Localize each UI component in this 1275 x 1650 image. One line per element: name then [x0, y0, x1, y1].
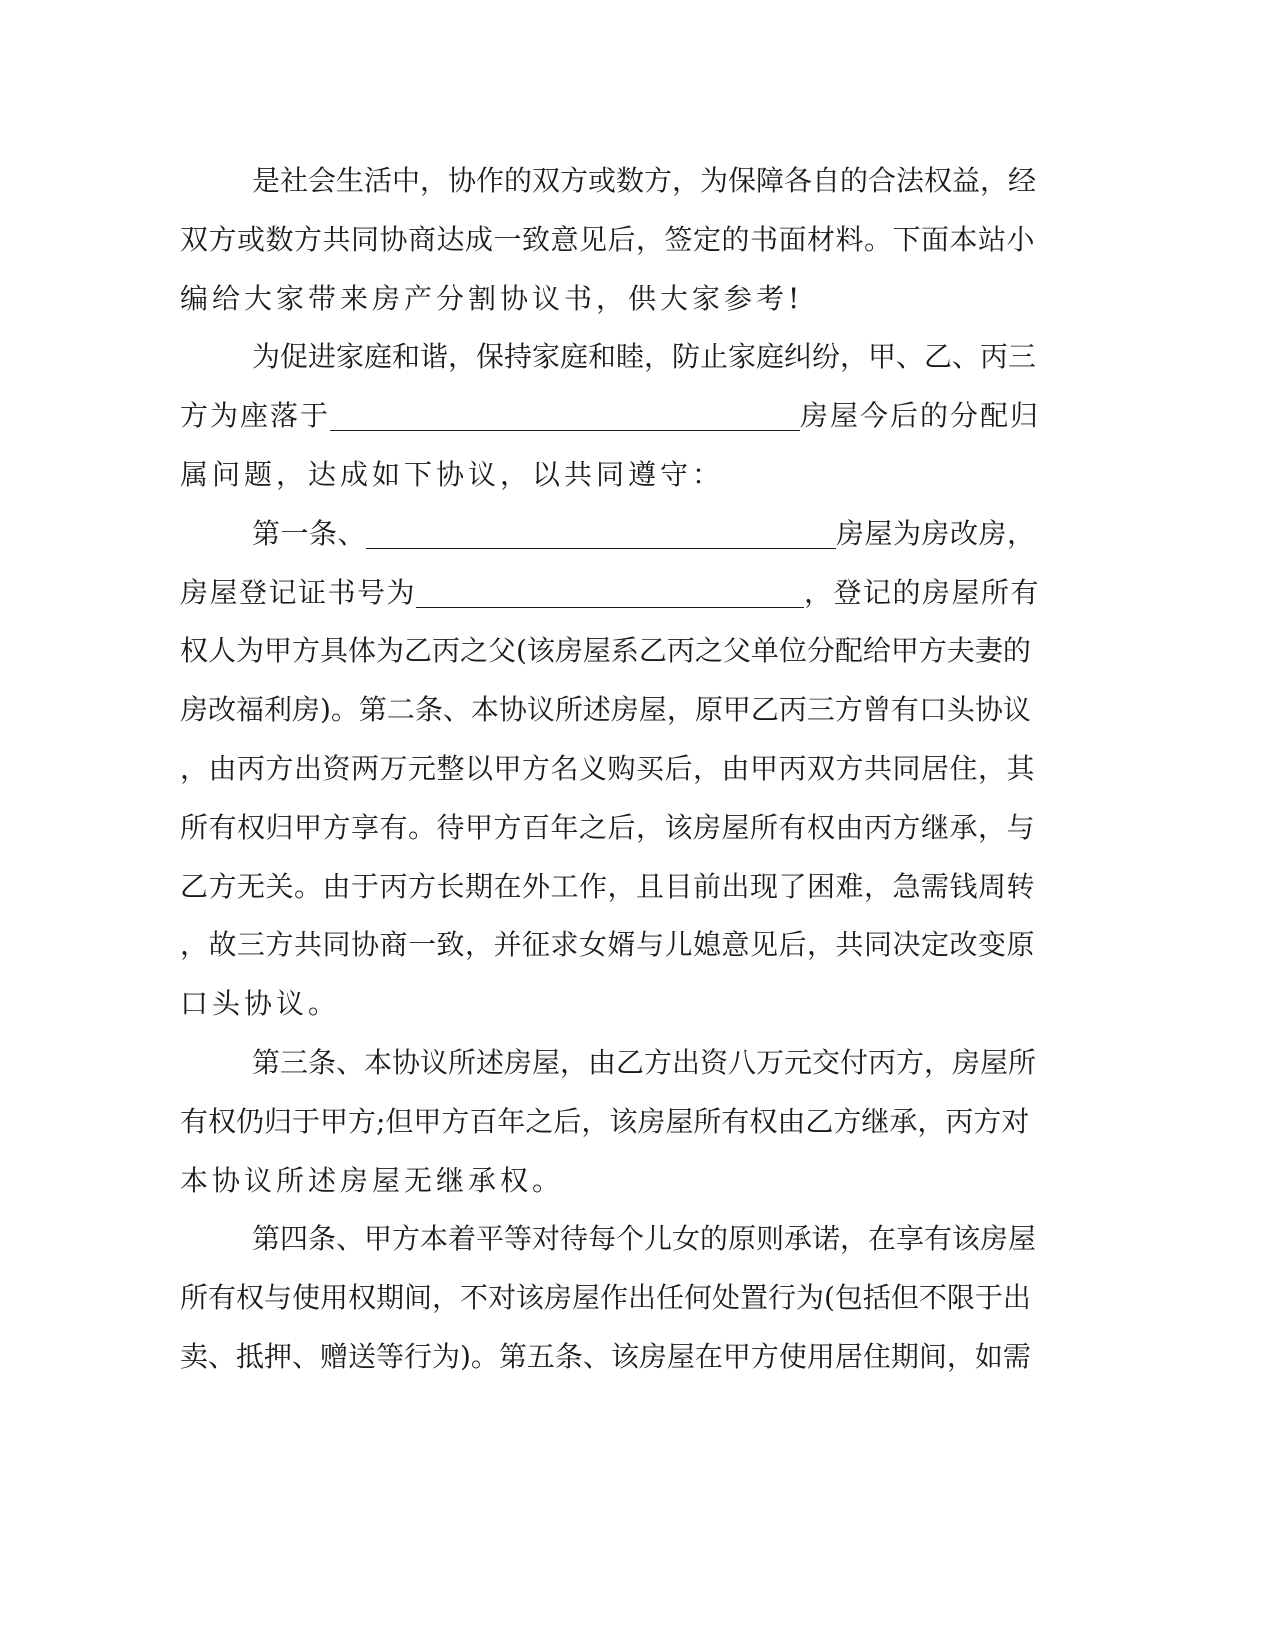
certificate-text-after-blank: ，登记的房屋所有 [804, 575, 1041, 609]
article-3-line-2: 有权仍归于甲方;但甲方百年之后，该房屋所有权由乙方继承，丙方对 [180, 1104, 1030, 1138]
article-2-line-5: 口头协议。 [180, 987, 341, 1021]
article-1-line-1 [180, 505, 1040, 564]
certificate-text-before-blank: 房屋登记证书号为 [180, 575, 417, 609]
property-blank [366, 518, 836, 549]
paragraph-preamble-line-1: 为促进家庭和谐，保持家庭和睦，防止家庭纠纷，甲、乙、丙三 [252, 340, 1037, 374]
article-4-line-3: 卖、抵押、赠送等行为)。第五条、该房屋在甲方使用居住期间，如需 [180, 1339, 1031, 1373]
paragraph-intro-line-3: 编给大家带来房产分割协议书，供大家参考! [180, 281, 804, 315]
article-1-line-3: 权人为甲方具体为乙丙之父(该房屋系乙丙之父单位分配给甲方夫妻的 [180, 634, 1031, 668]
article-2-line-4: ，故三方共同协商一致，并征求女婿与儿媳意见后，共同决定改变原 [180, 928, 1036, 962]
article-1-line-4: 房改福利房)。第二条、本协议所述房屋，原甲乙丙三方曾有口头协议 [180, 693, 1031, 727]
paragraph-preamble-line-3: 属问题，达成如下协议，以共同遵守： [180, 457, 725, 491]
article-2-line-3: 乙方无关。由于丙方长期在外工作，且目前出现了困难，急需钱周转 [180, 869, 1036, 903]
article-4-line-1: 第四条、甲方本着平等对待每个儿女的原则承诺，在享有该房屋 [252, 1222, 1037, 1256]
article-3-line-3: 本协议所述房屋无继承权。 [180, 1163, 565, 1197]
article-1-text-before-blank: 第一条、 [252, 516, 367, 550]
preamble-text-before-blank: 方为座落于 [180, 399, 331, 433]
address-blank [330, 400, 800, 431]
article-1-line-2 [180, 564, 1040, 623]
document-body [180, 152, 1040, 1387]
article-2-line-1: ，由丙方出资两万元整以甲方名义购买后，由甲丙双方共同居住，其 [180, 751, 1036, 785]
article-4-line-2: 所有权与使用权期间，不对该房屋作出任何处置行为(包括但不限于出 [180, 1281, 1031, 1315]
article-2-line-2: 所有权归甲方享有。待甲方百年之后，该房屋所有权由丙方继承，与 [180, 810, 1036, 844]
paragraph-intro-line-2: 双方或数方共同协商达成一致意见后，签定的书面材料。下面本站小 [180, 222, 1036, 256]
paragraph-intro-line-1: 是社会生活中，协作的双方或数方，为保障各自的合法权益，经 [252, 164, 1037, 197]
paragraph-preamble-line-2 [180, 387, 1040, 446]
article-1-text-after-blank: 房屋为房改房， [836, 516, 1036, 550]
preamble-text-after-blank: 房屋今后的分配归 [800, 399, 1041, 433]
article-3-line-1: 第三条、本协议所述房屋，由乙方出资八万元交付丙方，房屋所 [252, 1045, 1037, 1079]
certificate-number-blank [416, 577, 804, 608]
